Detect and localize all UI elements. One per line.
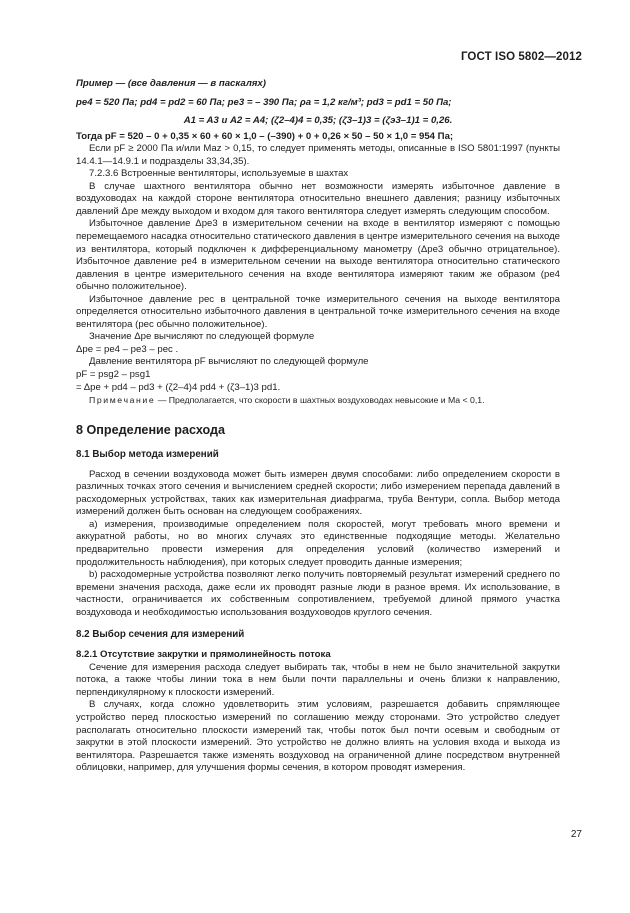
paragraph-inlet-pressure: Избыточное давление Δpe3 в измерительном сечении на входе в вентилятор измеряют с помощью перемещаемого насадка относительно статического давления в центре измерительного сечения на выходе из вентилятора, который подключен к дифференциальному манометру (Δpe3 обычно отрицательное). Избыточное давление pe4 в измерительном сечении на выходе вентилятора относительно статического давления в центре измерительного сечения на входе вентилятора измеряют таким же образом (pe4 обычно положительное). (76, 218, 560, 293)
standard-header: ГОСТ ISO 5802—2012 (460, 51, 582, 63)
section-8-title: 8 Определение расхода (76, 422, 226, 437)
formula-pf: pF = psg2 – psg1 (76, 369, 151, 381)
paragraph-8-1-a: а) измерения, производимые определением поля скоростей, могут требовать много времени и аккуратной работы, но во многих случаях это единственные подходящие методы. Желательно предварительно провести измерения для определения условий (количество измерений и продолжительность наблюдения), при которых следует проводить данные измерения; (76, 518, 560, 568)
note-label: Примечание (89, 395, 156, 406)
section-8-1-title: 8.1 Выбор метода измерений (76, 448, 219, 460)
paragraph-shaft-fan: В случае шахтного вентилятора обычно нет возможности измерять избыточное давление в воздуховодах на каждой стороне вентилятора относительно внешнего давления; разницу избыточных давлений Δpe между выходом и входом для такого вентилятора следует измерять следующим способом. (76, 180, 560, 217)
example-title: Пример — (все давления — в паскалях) (76, 78, 266, 89)
page-body (76, 78, 560, 775)
paragraph-8-1-b: b) расходомерные устройства позволяют легко получить повторяемый результат измерений среднего по времени значения расхода, даже если их проводят разные люди в разное время. Их использование, в частности, ограничивается их собственным сопротивлением, требуемой длиной прямого участка воздуховода и необходимостью использования воздуховодов круглого сечения. (76, 569, 560, 618)
paragraph-center-pressure: Избыточное давление pec в центральной точке измерительного сечения на выходе вентилятора определяется относительно избыточного давления в центральной точке измерительного сечения на входе вентилятора (pec обычно положительное). (76, 293, 560, 330)
note (76, 394, 560, 407)
example-values: pe4 = 520 Па; pd4 = pd2 = 60 Па; pe3 = – 390 Па; ρa = 1,2 кг/м³; pd3 = pd1 = 50 Па; (76, 96, 452, 108)
paragraph-fan-pressure: Давление вентилятора pF вычисляют по следующей формуле (89, 356, 369, 368)
note-text: — Предполагается, что скорости в шахтных воздуховодах невысокие и Ma < 0,1. (155, 395, 485, 406)
example-coefficients: A1 = A3 и A2 = A4; (ζ2–4)4 = 0,35; (ζ3–1)3 = (ζэ3–1)1 = 0,26. (183, 115, 453, 127)
page-number: 27 (570, 829, 582, 840)
subsection-7-2-3-6: 7.2.3.6 Встроенные вентиляторы, используемые в шахтах (89, 168, 349, 180)
paragraph-8-2-1-b: В случаях, когда сложно удовлетворить этим условиям, разрешается добавить спрямляющее устройство перед плоскостью измерений по соглашению между сторонами. Это устройство следует располагать относительно плоскости измерений так, чтобы поток был почти осевым и свободным от закрутки в этой плоскости измерений. Это устройство не должно влиять на условия входа и выхода из вентилятора. Разрешается также изменять воздуховод на ограниченной длине посредством внутренней облицовки, например, для улучшения формы сечения, в котором проводят измерения. (76, 699, 560, 774)
section-8-2-title: 8.2 Выбор сечения для измерений (76, 629, 245, 641)
formula-pf-expanded: = Δpe + pd4 – pd3 + (ζ2–4)4 pd4 + (ζ3–1)3 pd1. (76, 381, 281, 393)
formula-delta-pe: Δpe = pe4 – pe3 – pec . (76, 343, 179, 355)
paragraph-8-2-1-a: Сечение для измерения расхода следует выбирать так, чтобы в нем не было значительной закрутки потока, а также чтобы линии тока в нем были почти параллельны и очень близки к направлению, перпендикулярному к плоскости измерений. (76, 661, 560, 698)
example-result: Тогда pF = 520 – 0 + 0,35 × 60 + 60 × 1,0 – (–390) + 0 + 0,26 × 50 – 50 × 1,0 = 954 Па; (76, 130, 454, 142)
paragraph-value-formula: Значение Δpe вычисляют по следующей формуле (89, 331, 315, 343)
section-8-2-1-title: 8.2.1 Отсутствие закрутки и прямолинейность потока (76, 649, 331, 661)
paragraph-8-1-intro: Расход в сечении воздуховода может быть измерен двумя способами: либо определением скорости в различных точках этого сечения и вычислением средней скорости; либо измерением перепада давлений в расходомерных устройствах, таких как измерительная диафрагма, труба Вентури, сопла. Выбор метода измерений должен быть основан на следующем соображениях. (76, 468, 560, 518)
paragraph-condition: Если pF ≥ 2000 Па и/или Maz > 0,15, то следует применять методы, описанные в ISO 5801:1997 (пункты 14.4.1—14.9.1 и подразделы 33,34,35). (76, 143, 560, 167)
